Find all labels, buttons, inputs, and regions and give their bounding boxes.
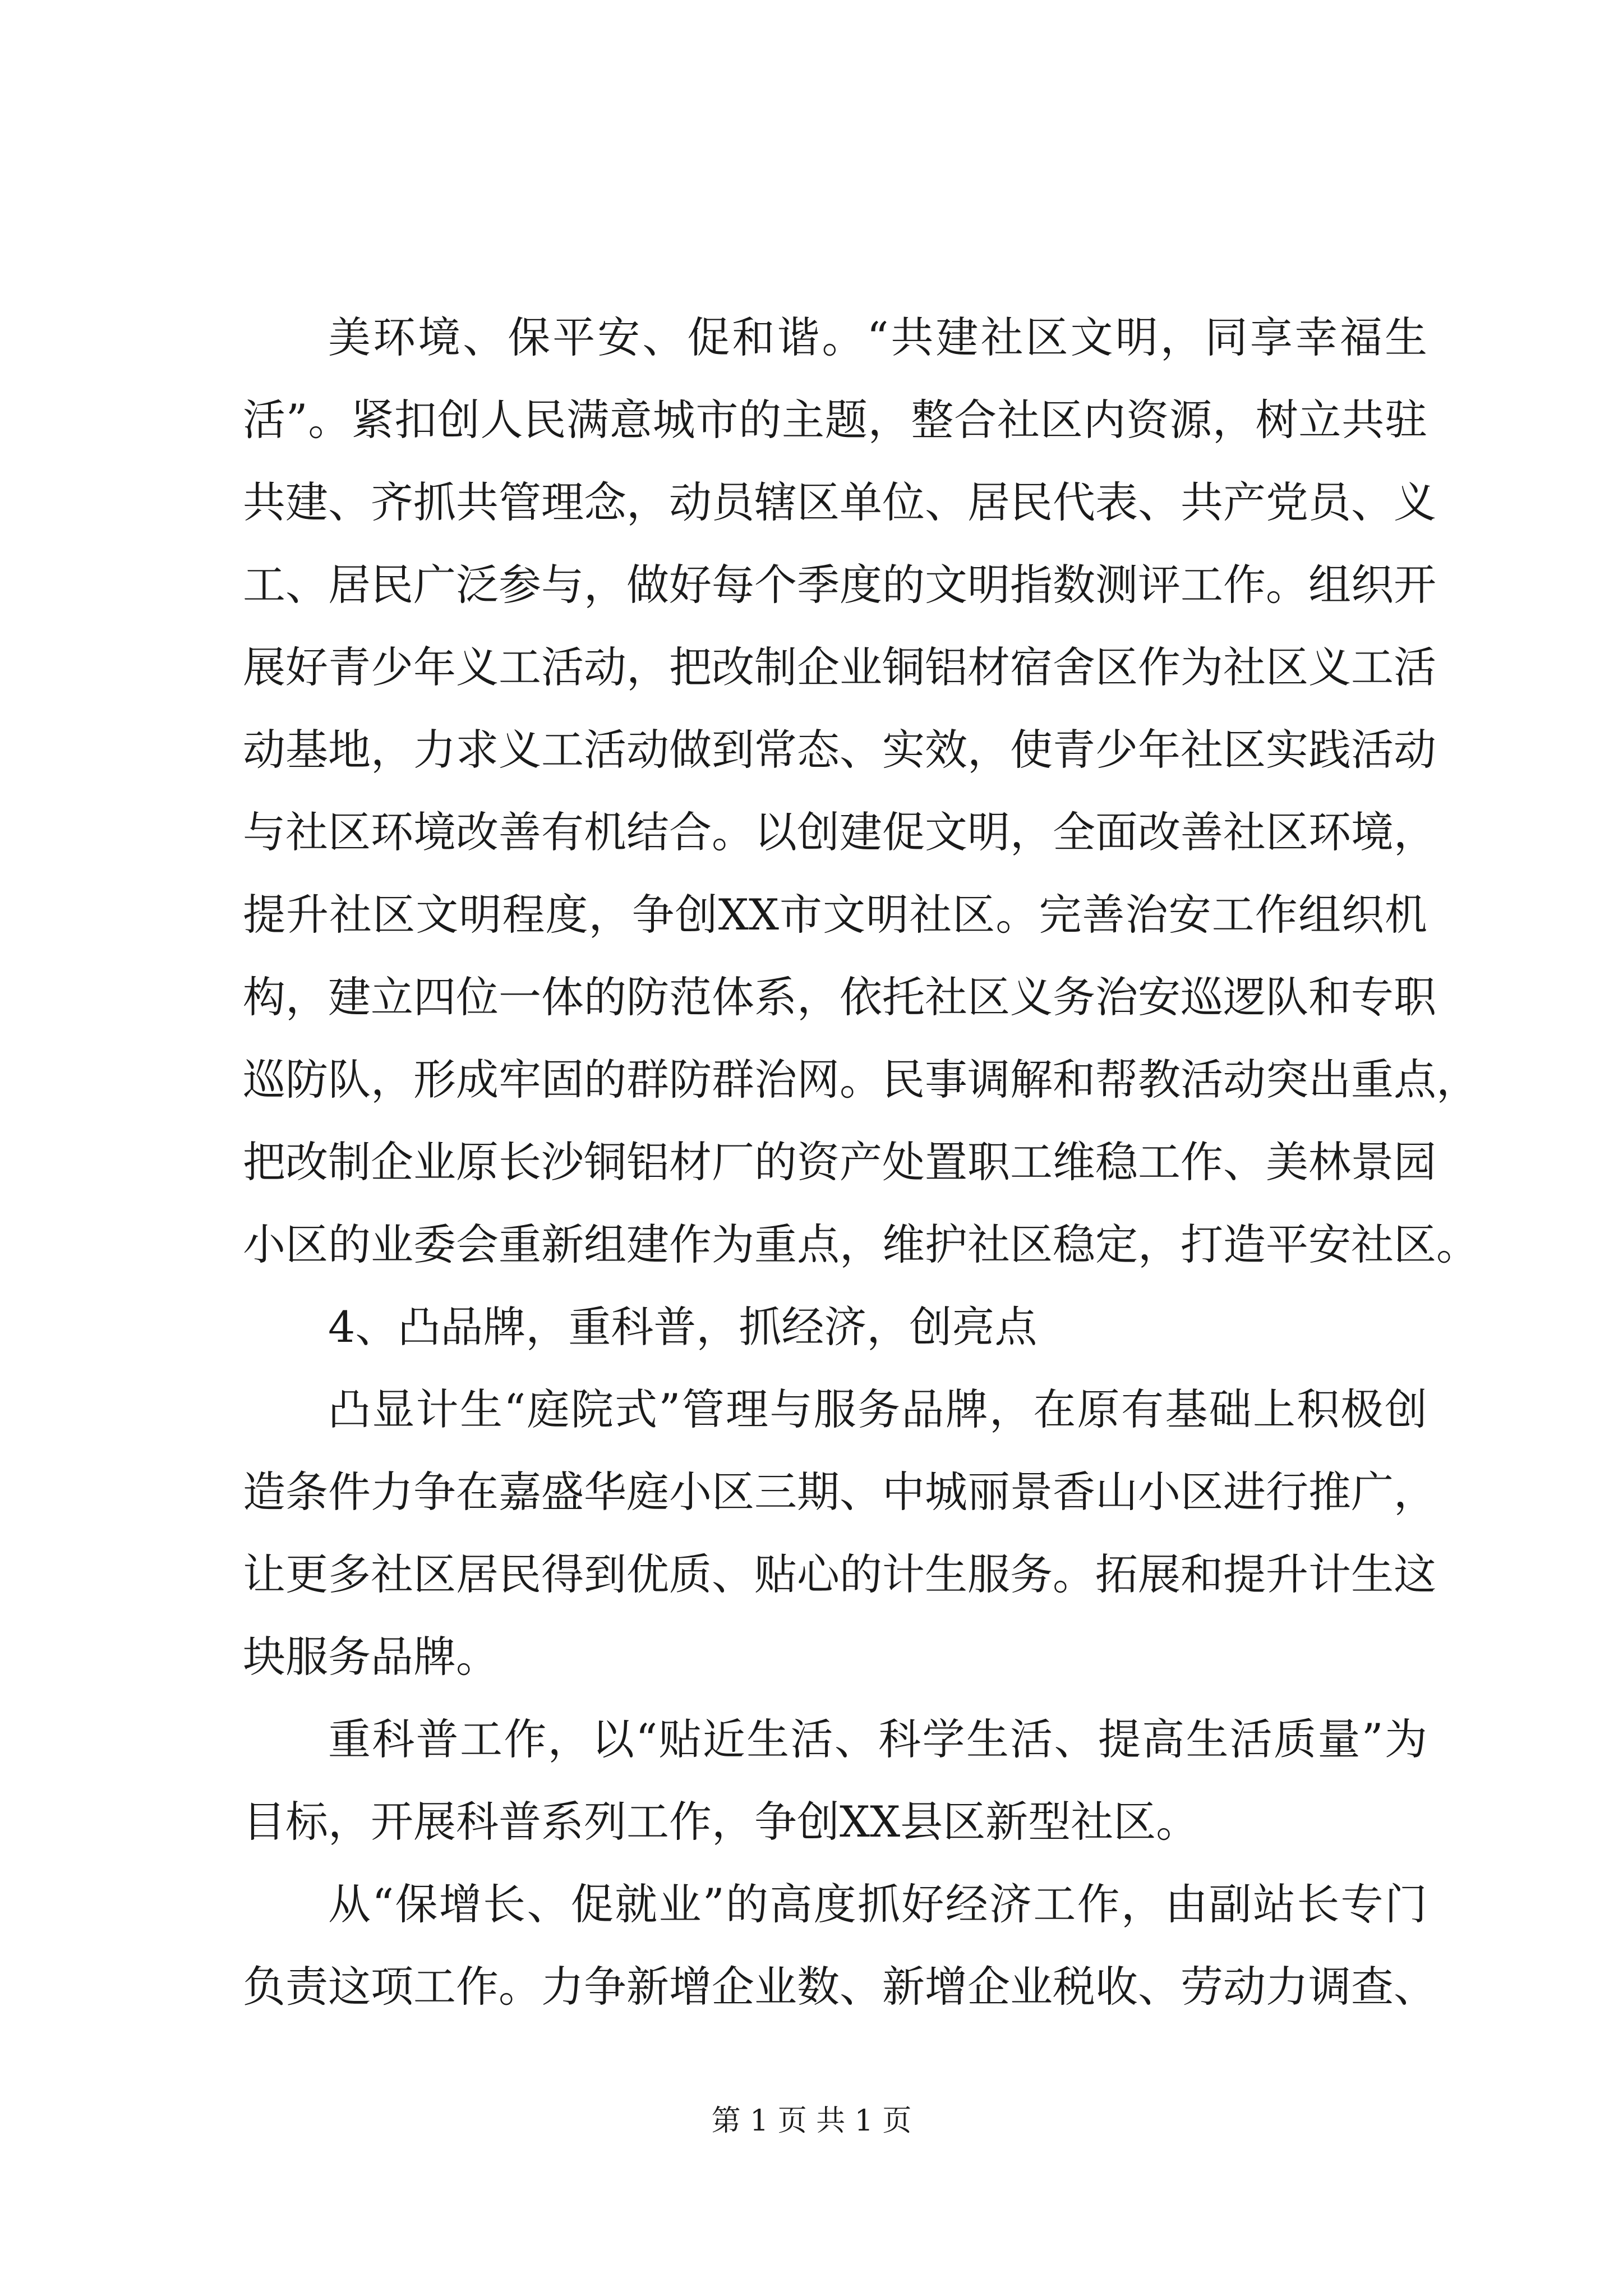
text-line: 造条件力争在嘉盛华庭小区三期、中城丽景香山小区进行推广， bbox=[243, 1467, 1436, 1517]
text-line: 目标，开展科普系列工作，争创XX县区新型社区。 bbox=[243, 1797, 1199, 1847]
text-line: 展好青少年义工活动，把改制企业铜铝材宿舍区作为社区义工活 bbox=[243, 642, 1436, 692]
text-line: 把改制企业原长沙铜铝材厂的资产处置职工维稳工作、美林景园 bbox=[243, 1137, 1436, 1187]
text-line: 与社区环境改善有机结合。以创建促文明，全面改善社区环境， bbox=[243, 807, 1436, 857]
page-footer: 第 1 页 共 1 页 bbox=[711, 2104, 912, 2138]
text-line: 凸显计生“庭院式”管理与服务品牌，在原有基础上积极创 bbox=[328, 1384, 1427, 1434]
text-line: 负责这项工作。力争新增企业数、新增企业税收、劳动力调查、 bbox=[243, 1962, 1436, 2012]
text-line: 巡防队，形成牢固的群防群治网。民事调解和帮教活动突出重点， bbox=[243, 1055, 1479, 1105]
text-line: 重科普工作，以“贴近生活、科学生活、提高生活质量”为 bbox=[328, 1714, 1427, 1764]
text-line: 构，建立四位一体的防范体系，依托社区义务治安巡逻队和专职 bbox=[243, 972, 1436, 1022]
text-line: 小区的业委会重新组建作为重点，维护社区稳定，打造平安社区。 bbox=[243, 1220, 1479, 1269]
text-line: 工、居民广泛参与，做好每个季度的文明指数测评工作。组织开 bbox=[243, 560, 1436, 610]
text-line: 美环境、保平安、促和谐。“共建社区文明，同享幸福生 bbox=[328, 312, 1427, 362]
document-body bbox=[243, 296, 1479, 2028]
text-line: 让更多社区居民得到优质、贴心的计生服务。拓展和提升计生这 bbox=[243, 1549, 1436, 1599]
text-line: 动基地，力求义工活动做到常态、实效，使青少年社区实践活动 bbox=[243, 725, 1436, 775]
text-line: 提升社区文明程度，争创XX市文明社区。完善治安工作组织机 bbox=[243, 890, 1427, 940]
text-line: 从“保增长、促就业”的高度抓好经济工作，由副站长专门 bbox=[328, 1879, 1427, 1929]
text-line: 块服务品牌。 bbox=[243, 1632, 499, 1682]
text-line: 共建、齐抓共管理念，动员辖区单位、居民代表、共产党员、义 bbox=[243, 477, 1436, 527]
text-line: 活”。紧扣创人民满意城市的主题，整合社区内资源，树立共驻 bbox=[243, 395, 1427, 445]
section-heading: 4、凸品牌，重科普，抓经济，创亮点 bbox=[328, 1302, 1038, 1352]
